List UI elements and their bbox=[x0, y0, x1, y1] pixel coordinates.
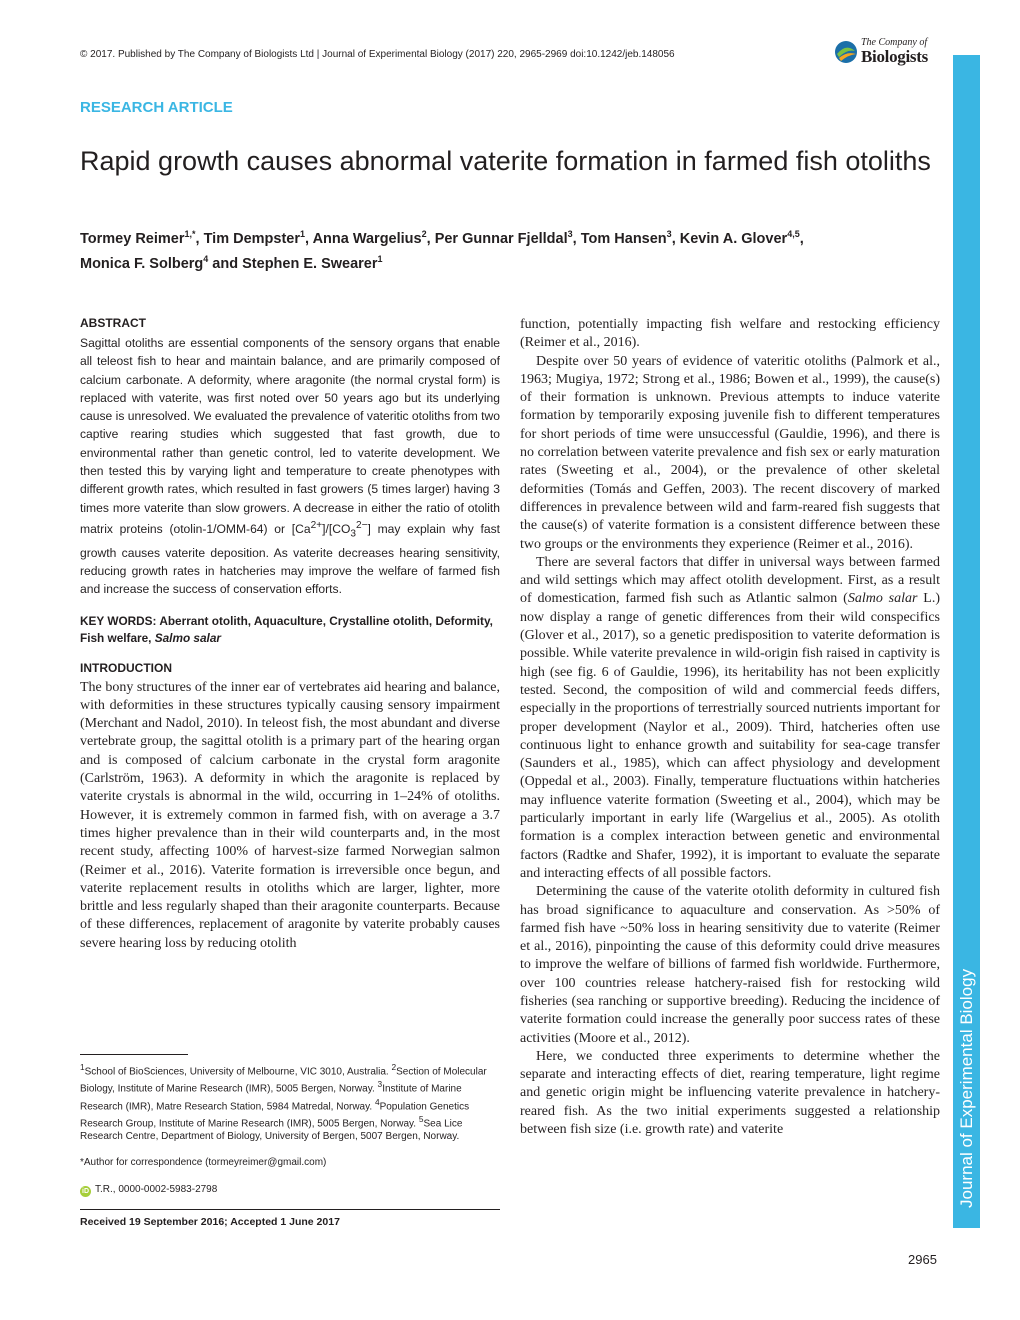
body-paragraph: Despite over 50 years of evidence of vateritic otoliths (Palmork et al., 1963; Mugiya, 1972; Strong et al., 1986; Bowen et al., 1999), the cause(s) of their formation is unknown. Previous attempts to induce vaterite formation by temporarily exposing juvenile fish to different temperatures for short periods of time were unsuccessful (Gauldie, 1996), and there is no correlation between vaterite prevalence and fish sex or early maturation rates (Sweeting et al., 2004), or the prevalence of other skeletal deformities (Tomás and Geffen, 2003). The recent discovery of marked differences in prevalence between wild and farm-reared fish suggests that the cause(s) of vaterite formation is a consistent difference between these two groups or the environments they experience (Reimer et al., 2016). bbox=[520, 353, 940, 552]
author-name: Anna Wargelius bbox=[312, 230, 422, 247]
orcid-line bbox=[80, 1183, 217, 1197]
page-number: 2965 bbox=[908, 1252, 937, 1267]
body-paragraph: There are several factors that differ in universal ways between farmed and wild settings which may affect otolith development. First, as a result of domestication, farmed fish such as Atlantic salmon (Salmo salar L.) now display a range of genetic differences from their wild conspecifics (Glover et al., 2017), so a genetic predisposition to vaterite deformation is possible. While vaterite prevalence in wild-origin fish raised in captivity is high (see fig. 6 of Gauldie, 1996), its heritability has not been explicitly tested. Second, the composition of wild and commercial feeds differs, especially in the proportions of terrestrially sourced nutrients important for proper development (Naylor et al., 2009). Third, hatcheries often use continuous light to enhance growth and suitability for sea-cage transfer (Saunders et al., 1985), which can affect physiology and development (Oppedal et al., 2003). Finally, temperature fluctuations within hatcheries may influence vaterite formation (Sweeting et al., 2004), which may be particularly important in early life (Wargelius et al., 2005). As otolith formation is a complex interaction between genetic and environmental factors (Radtke and Shafer, 1992), it is important to evaluate the separate and interacting effects of all possible factors. bbox=[520, 554, 941, 881]
keywords: KEY WORDS: Aberrant otolith, Aquaculture, Crystalline otolith, Deformity, Fish welfare, Salmo salar bbox=[80, 613, 493, 645]
author-list: Tormey Reimer$^{1,*}$, Tim Dempster$^1$, Anna Wargelius$^2$, Per Gunnar Fjelldal$^3$, Tom Hansen$^3$, Kevin A. Glover$^{4,5}$, Monica F. Solberg$^4$ and Stephen E. Swearer$^1$ bbox=[80, 229, 804, 272]
introduction-heading: INTRODUCTION bbox=[80, 660, 172, 675]
logo-emblem-icon bbox=[833, 39, 859, 65]
author-affiliation-marker: 4 bbox=[203, 253, 209, 264]
abstract-text: Sagittal otoliths are essential components of the sensory organs that enable all teleost fish to hear and maintain balance, and are primarily composed of calcium carbonate. A deformity, where aragonite (the normal crystal form) is replaced with vaterite, was first noted over 50 years ago but its underlying cause is unresolved. We evaluated the prevalence of vateritic otoliths from two captive rearing studies which suggested that fast growth, due to environmental rather than genetic control, led to vaterite development. We then tested this by varying light and temperature to create phenotypes with different growth rates, which resulted in fast growers (5 times larger) having 3 times more vaterite than slow growers. A decrease in either the ratio of otolith matrix proteins (otolin-1/OMM-64) or $[Ca^{2+}]/[CO_3^{2-}]$ may explain why fast growth causes vaterite deposition. As vaterite decreases hearing sensitivity, reducing growth rates in hatcheries may improve the welfare of farmed fish and increase the success of conservation efforts. bbox=[80, 336, 500, 597]
author-affiliation-marker: 3 bbox=[666, 229, 672, 239]
author-name: Kevin A. Glover bbox=[679, 230, 788, 247]
correspondence-note: *Author for correspondence (tormeyreimer@gmail.com) bbox=[80, 1157, 327, 1168]
author-name: Monica F. Solberg bbox=[80, 255, 204, 272]
orcid-icon[interactable]: iD bbox=[82, 1188, 89, 1195]
author-name: Stephen E. Swearer bbox=[242, 255, 378, 272]
received-dates: Received 19 September 2016; Accepted 1 June 2017 bbox=[80, 1216, 340, 1228]
article-title: Rapid growth causes abnormal vaterite formation in farmed fish otoliths bbox=[80, 146, 931, 176]
abstract-heading: ABSTRACT bbox=[80, 316, 146, 330]
left-column bbox=[80, 316, 500, 953]
citation-header: © 2017. Published by The Company of Biologists Ltd | Journal of Experimental Biology (2017) 220, 2965-2969 doi:10.1242/jeb.148056 bbox=[80, 49, 675, 60]
publisher-logo bbox=[833, 37, 943, 69]
logo-the-text: The Company of bbox=[861, 37, 928, 48]
author-affiliation-marker: 4,5 bbox=[787, 229, 800, 239]
affiliations: $^1$School of BioSciences, University of Melbourne, VIC 3010, Australia. $^2$Section of Molecular Biology, Institute of Marine Research (IMR), 5005 Bergen, Norway. $^3$Institute of Marine Research (IMR), Matre Research Station, 5984 Matredal, Norway. $^4$Population Genetics Research Group, Institute of Marine Research (IMR), 5005 Bergen, Norway. $^5$Sea Lice Research Centre, Department of Biology, University of Bergen, 5007 Bergen, Norway. bbox=[80, 1062, 487, 1143]
author-affiliation-marker: 1 bbox=[300, 229, 306, 239]
right-column bbox=[520, 316, 940, 1139]
article-type: RESEARCH ARTICLE bbox=[80, 99, 233, 116]
author-affiliation-marker: 1 bbox=[377, 253, 383, 264]
logo-name-text: Biologists bbox=[861, 47, 928, 66]
body-paragraph: function, potentially impacting fish welfare and restocking efficiency (Reimer et al., 2016). bbox=[520, 317, 940, 351]
author-name: Per Gunnar Fjelldal bbox=[434, 230, 568, 247]
received-divider bbox=[80, 1209, 500, 1210]
author-name: Tim Dempster bbox=[203, 230, 301, 247]
introduction-paragraph: The bony structures of the inner ear of vertebrates aid hearing and balance, with deformities in these structures typically causing sensory impairment (Merchant and Nadol, 2010). In teleost fish, the most abundant and diverse vertebrate group, the sagittal otolith is a primary part of the hearing organ and is composed of calcium carbonate in the crystal form aragonite (Carlström, 1963). A deformity in which the aragonite is replaced by vaterite crystals is abnormal in the wild, occurring in 1–24% of otoliths. However, it is extremely common in farmed fish, with on average a 3.7 times higher prevalence than in their wild counterparts and, in the most recent study, affecting 100% of harvest-size farmed Norwegian salmon (Reimer et al., 2016). Vaterite formation is irreversible once begun, and vaterite replacement results in otoliths which are larger, lighter, more brittle and less regularly shaped than their aragonite counterparts. Because of these differences, replacement of aragonite by vaterite probably causes severe hearing loss by reducing otolith bbox=[80, 679, 500, 951]
author-affiliation-marker: 1,* bbox=[184, 229, 196, 239]
body-paragraph: Here, we conducted three experiments to determine whether the separate and interacting effects of diet, rearing temperature, light regime and genetic origin might be influencing vaterite prevalence in hatchery-reared fish. As the two initial experiments suggested a relationship between fish size (i.e. growth rate) and vaterite bbox=[520, 1048, 940, 1138]
orcid-id[interactable]: T.R., 0000-0002-5983-2798 bbox=[95, 1184, 218, 1195]
footnote-divider bbox=[80, 1054, 188, 1055]
sidebar-journal-name: Journal of Experimental Biology bbox=[956, 968, 976, 1208]
author-name: Tom Hansen bbox=[580, 230, 667, 247]
author-affiliation-marker: 2 bbox=[421, 229, 427, 239]
author-name: Tormey Reimer bbox=[80, 230, 185, 247]
body-paragraph: Determining the cause of the vaterite otolith deformity in cultured fish has broad significance to aquaculture and conservation. As >50% of farmed fish have ~50% loss in hearing sensitivity due to vaterite (Reimer et al., 2016), pinpointing the cause of this deformity could drive measures to improve the welfare of billions of farmed fish worldwide. Furthermore, over 100 countries release hatchery-raised fish for restocking wild fisheries (sea ranching or supportive breeding). Reducing the incidence of vaterite formation could increase the generally poor success rates of these activities (Moore et al., 2012). bbox=[520, 884, 940, 1046]
author-affiliation-marker: 3 bbox=[567, 229, 573, 239]
